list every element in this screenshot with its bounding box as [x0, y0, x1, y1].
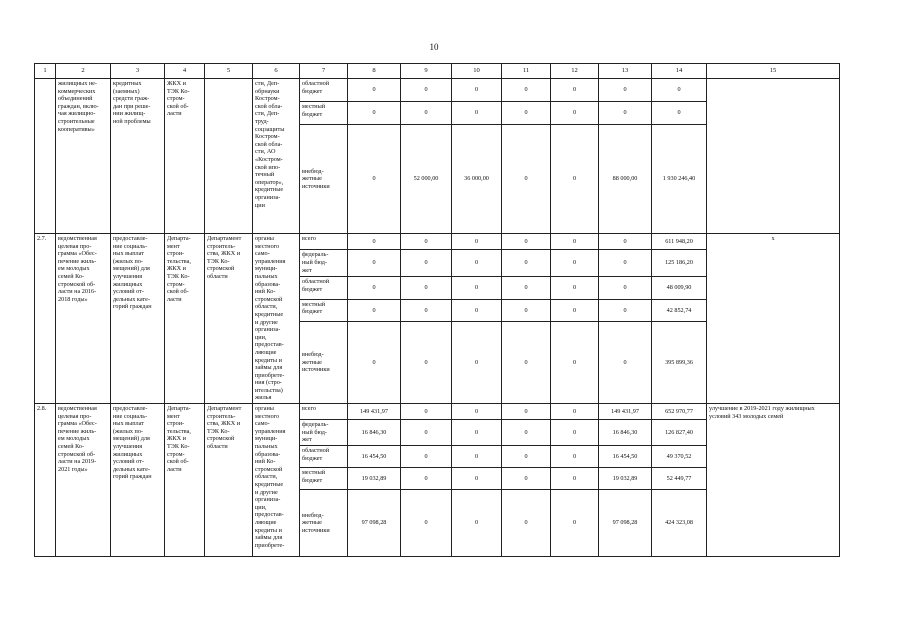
header-cell: 3 — [111, 64, 165, 79]
table-row — [35, 79, 840, 102]
cell-responsible: ЖКХ и ТЭК Ко- стром- ской об- ласти — [165, 79, 205, 234]
cell-value: 16 454,50 — [348, 446, 401, 468]
cell-value: 424 323,08 — [652, 490, 707, 557]
cell-funding-source: внебюд- жетные источники — [300, 490, 348, 557]
cell-value: 0 — [551, 446, 599, 468]
cell-value: 0 — [452, 404, 502, 420]
header-cell: 8 — [348, 64, 401, 79]
cell-activity: предоставле- ние социаль- ных выплат (жилых по- мещений) для улучшения жилищных условий от- дельных кате- горий граждан — [111, 404, 165, 557]
cell-value: 0 — [599, 277, 652, 300]
cell-value: 0 — [502, 446, 551, 468]
cell-value: 652 970,77 — [652, 404, 707, 420]
header-cell: 13 — [599, 64, 652, 79]
cell-funding-source: федераль- ный бюд- жет — [300, 250, 348, 277]
cell-result: х — [707, 234, 840, 404]
cell-value: 126 827,40 — [652, 420, 707, 446]
page-number: 10 — [429, 42, 439, 52]
cell-value: 19 032,89 — [348, 468, 401, 490]
cell-value: 0 — [348, 125, 401, 234]
cell-value: 0 — [551, 490, 599, 557]
program-table — [34, 63, 840, 557]
cell-value: 0 — [551, 420, 599, 446]
header-cell: 9 — [401, 64, 452, 79]
cell-value: 0 — [599, 299, 652, 322]
cell-value: 0 — [551, 277, 599, 300]
cell-value: 88 000,00 — [599, 125, 652, 234]
cell-funding-source: областной бюджет — [300, 277, 348, 300]
cell-value: 49 370,52 — [652, 446, 707, 468]
cell-value: 0 — [551, 322, 599, 404]
cell-responsible: Департа- мент строи- тельства, ЖКХ и ТЭК Ко- стром- ской об- ласти — [165, 234, 205, 404]
cell-value: 42 852,74 — [652, 299, 707, 322]
cell-funding-source: федераль- ный бюд- жет — [300, 420, 348, 446]
cell-value: 0 — [452, 250, 502, 277]
cell-program-name: ведомственная целевая про- грамма «Обес- печение жиль- ем молодых семей Ко- стромской об- ласти на 2019- 2021 годы» — [56, 404, 111, 557]
cell-value: 0 — [502, 322, 551, 404]
table-row — [35, 234, 840, 250]
cell-value: 0 — [452, 102, 502, 125]
cell-value: 0 — [502, 299, 551, 322]
cell-funding-source: внебюд- жетные источники — [300, 322, 348, 404]
table-row — [35, 404, 840, 420]
cell-value: 0 — [599, 102, 652, 125]
cell-value: 0 — [551, 250, 599, 277]
cell-value: 0 — [401, 322, 452, 404]
table-header-row — [35, 64, 840, 79]
cell-participants: органы местного само- управления муници- пальных образова- ний Ко- стромской области, кредитные и другие организа- ции, предостав- ляющие кредиты и займы для приобрете- — [253, 404, 300, 557]
cell-value: 0 — [452, 299, 502, 322]
cell-value: 0 — [401, 277, 452, 300]
header-cell: 5 — [205, 64, 253, 79]
cell-value: 19 032,89 — [599, 468, 652, 490]
cell-executor — [205, 79, 253, 234]
cell-value: 16 454,50 — [599, 446, 652, 468]
cell-executor: Департамент строитель- ства, ЖКХ и ТЭК Ко- стромской области — [205, 404, 253, 557]
cell-value: 0 — [502, 420, 551, 446]
cell-value: 0 — [452, 446, 502, 468]
header-cell: 7 — [300, 64, 348, 79]
cell-value: 97 098,28 — [599, 490, 652, 557]
cell-value: 395 899,36 — [652, 322, 707, 404]
cell-value: 611 948,20 — [652, 234, 707, 250]
cell-value: 0 — [452, 234, 502, 250]
cell-value: 0 — [401, 490, 452, 557]
header-cell: 11 — [502, 64, 551, 79]
cell-value: 0 — [401, 468, 452, 490]
cell-value: 0 — [401, 446, 452, 468]
cell-value: 0 — [401, 102, 452, 125]
cell-value: 36 000,00 — [452, 125, 502, 234]
cell-value: 0 — [502, 79, 551, 102]
header-cell: 4 — [165, 64, 205, 79]
cell-value: 0 — [551, 125, 599, 234]
cell-value: 52 000,00 — [401, 125, 452, 234]
cell-value: 0 — [502, 404, 551, 420]
cell-value: 0 — [551, 404, 599, 420]
row-number: 2.7. — [35, 234, 56, 404]
cell-value: 0 — [401, 420, 452, 446]
cell-value: 0 — [652, 102, 707, 125]
cell-activity: кредитных (заемных) средств граж- дан при реше- нии жилищ- ной проблемы — [111, 79, 165, 234]
cell-value: 52 449,77 — [652, 468, 707, 490]
cell-funding-source: местный бюджет — [300, 468, 348, 490]
cell-value: 0 — [551, 468, 599, 490]
cell-value: 0 — [599, 322, 652, 404]
cell-program-name: ведомственная целевая про- грамма «Обес- печение жиль- ем молодых семей Ко- стромской об- ласти на 2016- 2018 годы» — [56, 234, 111, 404]
cell-value: 0 — [452, 79, 502, 102]
cell-value: 149 431,97 — [599, 404, 652, 420]
cell-activity: предоставле- ние социаль- ных выплат (жилых по- мещений) для улучшения жилищных условий от- дельных кате- горий граждан — [111, 234, 165, 404]
cell-value: 16 846,30 — [348, 420, 401, 446]
cell-value: 0 — [348, 102, 401, 125]
cell-value: 0 — [599, 79, 652, 102]
cell-funding-source: всего — [300, 404, 348, 420]
cell-value: 0 — [502, 490, 551, 557]
cell-value: 149 431,97 — [348, 404, 401, 420]
cell-value: 0 — [452, 468, 502, 490]
cell-value: 0 — [551, 102, 599, 125]
cell-program-name: жилищных не- коммерческих объединений граждан, вклю- чая жилищно- строительные кооперативы» — [56, 79, 111, 234]
cell-value: 0 — [502, 102, 551, 125]
header-cell: 2 — [56, 64, 111, 79]
cell-funding-source: внебюд- жетные источники — [300, 125, 348, 234]
cell-value: 0 — [401, 234, 452, 250]
row-number — [35, 79, 56, 234]
cell-value: 0 — [652, 79, 707, 102]
cell-value: 0 — [502, 468, 551, 490]
cell-value: 0 — [502, 250, 551, 277]
cell-funding-source: областной бюджет — [300, 446, 348, 468]
cell-value: 16 846,30 — [599, 420, 652, 446]
cell-value: 0 — [502, 277, 551, 300]
cell-value: 0 — [599, 234, 652, 250]
cell-value: 0 — [452, 277, 502, 300]
cell-value: 0 — [452, 490, 502, 557]
header-cell: 6 — [253, 64, 300, 79]
cell-result: улучшение в 2019-2021 году жилищных условий 343 молодых семей — [707, 404, 840, 557]
cell-value: 1 930 246,40 — [652, 125, 707, 234]
cell-value: 0 — [551, 299, 599, 322]
cell-value: 48 009,90 — [652, 277, 707, 300]
cell-value: 0 — [551, 79, 599, 102]
cell-value: 0 — [348, 234, 401, 250]
cell-value: 0 — [348, 79, 401, 102]
header-cell: 1 — [35, 64, 56, 79]
cell-value: 0 — [348, 250, 401, 277]
cell-value: 0 — [551, 234, 599, 250]
cell-executor: Департамент строитель- ства, ЖКХ и ТЭК Ко- стромской области — [205, 234, 253, 404]
cell-funding-source: всего — [300, 234, 348, 250]
cell-value: 125 186,20 — [652, 250, 707, 277]
cell-participants: сти, Деп- обрнауки Костром- ской обла- сти, Деп- труд- соцзащиты Костром- ской обла- сти, АО «Костром- ской ипо- течный оператор», кредитные организа- ции — [253, 79, 300, 234]
row-number: 2.8. — [35, 404, 56, 557]
cell-value: 0 — [348, 277, 401, 300]
cell-result — [707, 79, 840, 234]
cell-value: 0 — [401, 250, 452, 277]
cell-funding-source: областной бюджет — [300, 79, 348, 102]
cell-funding-source: местный бюджет — [300, 102, 348, 125]
cell-participants: органы местного само- управления муници- пальных образова- ний Ко- стромской области, кредитные и другие организа- ции, предостав- ляющие кредиты и займы для приобрете- ния (стро- ительства) жилья — [253, 234, 300, 404]
cell-value: 97 098,28 — [348, 490, 401, 557]
cell-value: 0 — [452, 420, 502, 446]
cell-value: 0 — [401, 404, 452, 420]
header-cell: 10 — [452, 64, 502, 79]
cell-funding-source: местный бюджет — [300, 299, 348, 322]
cell-value: 0 — [599, 250, 652, 277]
cell-value: 0 — [452, 322, 502, 404]
cell-responsible: Департа- мент строи- тельства, ЖКХ и ТЭК Ко- стром- ской об- ласти — [165, 404, 205, 557]
header-cell: 14 — [652, 64, 707, 79]
cell-value: 0 — [502, 234, 551, 250]
cell-value: 0 — [502, 125, 551, 234]
cell-value: 0 — [401, 79, 452, 102]
cell-value: 0 — [348, 299, 401, 322]
cell-value: 0 — [348, 322, 401, 404]
cell-value: 0 — [401, 299, 452, 322]
header-cell: 15 — [707, 64, 840, 79]
header-cell: 12 — [551, 64, 599, 79]
